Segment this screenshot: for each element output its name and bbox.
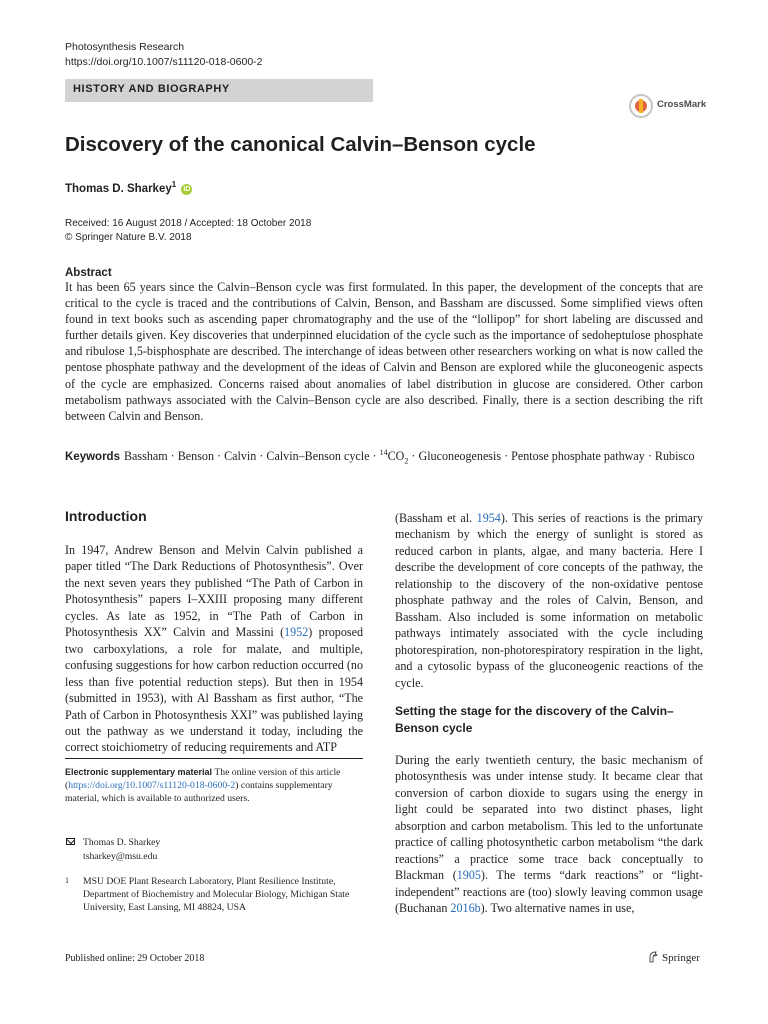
introduction-paragraph-1 <box>65 542 363 756</box>
contact-name: Thomas D. Sharkey <box>83 837 161 848</box>
keywords-part-2: · Gluconeogenesis · Pentose phosphate pathway · Rubisco <box>408 449 695 464</box>
setting-stage-paragraph <box>395 752 703 917</box>
article-title: Discovery of the canonical Calvin–Benson cycle <box>65 133 536 156</box>
springer-logo[interactable] <box>648 951 700 964</box>
citation-link[interactable]: 1905 <box>456 868 481 883</box>
article-dates <box>65 217 311 245</box>
orcid-icon[interactable]: iD <box>183 185 191 193</box>
intro-text-segment: ). This series of reactions is the primary mechanism by which the energy of sunlight is stored as reduced carbon in plants, algae, and many bacteria. Here I describe the development of core concepts of the pathway, the relationship to the discovery of the non-oxidative pentose phosphate pathway and the roles of Calvin, Benson, and Bassham. Also included is some information on metabolic pathways intimately associated with the cycle including photorespiration, non-photorespiratory respiration in the light, and a cytosolic bypass of the gluconeogenic reactions of the cycle. <box>395 511 703 690</box>
setting-stage-heading: Setting the stage for the discovery of the Calvin–Benson cycle <box>395 704 674 735</box>
affiliation-text: MSU DOE Plant Research Laboratory, Plant Resilience Institute, Department of Biochemistry and Molecular Biology, Michigan State University, East Lansing, MI 48824, USA <box>83 876 350 914</box>
author-affiliation-marker: 1 <box>171 180 177 189</box>
co2-isotope: 14 <box>379 448 388 457</box>
affiliation-number: 1 <box>65 876 69 885</box>
keywords-label: Keywords <box>65 451 120 464</box>
springer-horse-icon <box>648 951 658 963</box>
journal-name: Photosynthesis Research <box>65 41 185 53</box>
section-label: HISTORY AND BIOGRAPHY <box>73 83 230 95</box>
footnote-divider <box>65 758 363 759</box>
crossmark-label: CrossMark <box>657 99 707 110</box>
co2-subscript: 2 <box>404 456 409 466</box>
intro-text-segment: ) proposed two carboxylations, a role for malate, and multiple, confusing suggestions for how carbon reduction occurred (no less than five potential reduction steps). But then in 1954 (submitted in 1953), with Al Bassham as first author, “The Path of Carbon in Photosynthesis XXI” was published laying out the pathway as we understand it today, including the correct stoichiometry of reducing requirements and ATP <box>65 625 363 755</box>
author-line <box>65 180 192 195</box>
published-date: Published online: 29 October 2018 <box>65 953 205 964</box>
received-accepted-dates: Received: 16 August 2018 / Accepted: 18 October 2018 <box>65 218 312 229</box>
introduction-heading: Introduction <box>65 508 147 524</box>
co2-label: CO <box>387 449 405 464</box>
supplementary-note <box>65 766 363 806</box>
abstract-heading: Abstract <box>65 267 112 279</box>
citation-link[interactable]: 1952 <box>284 625 309 640</box>
setting-text-segment: ). The terms “dark reactions” or “light-independent” reactions are (too) slowly leaving common usage (Buchanan <box>395 868 703 916</box>
setting-text-segment: During the early twentieth century, the basic mechanism of photosynthesis was under intense study. It became clear that conversion of carbon dioxide to sugars using the energy in light could be separated into two distinct phases, light absorption and carbon metabolism. This led to the unfortunate practice of calling photosynthetic carbon metabolism “the dark reactions” a practice some trace back conceptually to Blackman ( <box>395 753 703 883</box>
keywords-part-1: Bassham · Benson · Calvin · Calvin–Benson cycle · <box>123 449 380 464</box>
citation-link[interactable]: 2016b <box>450 901 481 916</box>
intro-text-segment: (Bassham et al. <box>395 511 477 525</box>
envelope-icon <box>66 838 75 845</box>
author-name[interactable]: Thomas D. Sharkey <box>65 182 172 195</box>
esm-doi-link[interactable]: https://doi.org/10.1007/s11120-018-0600-2 <box>68 779 236 791</box>
keywords-line <box>65 445 705 470</box>
setting-text-segment: ). Two alternative names in use, <box>480 901 635 916</box>
springer-label: Springer <box>662 952 700 964</box>
crossmark-badge[interactable] <box>629 94 709 122</box>
corresponding-author <box>83 836 160 863</box>
esm-text: The online version of this article ( <box>65 767 341 791</box>
esm-label: Electronic supplementary material <box>65 767 213 777</box>
citation-link[interactable]: 1954 <box>476 511 501 525</box>
contact-email[interactable]: tsharkey@msu.edu <box>83 850 158 862</box>
intro-text-segment: In 1947, Andrew Benson and Melvin Calvin published a paper titled “The Dark Reductions of Photosynthesis”. Over the next seven years they published “The Path of Carbon in Photosynthesis” papers I–XXIII proposing many different cycles. As late as 1952, in “The Path of Carbon in Photosynthesis XX” Calvin and Massini ( <box>65 543 363 640</box>
abstract-text: It has been 65 years since the Calvin–Benson cycle was first formulated. In this paper, the development of the concepts that are critical to the cycle is traced and the contributions of Calvin, Benson, and Bassham are discussed. Some simplified views often found in text books such as ascending paper chromatography and the use of the “lollipop” for short labeling are discussed and further details given. Key discoveries that underpinned elucidation of the cycle such as the importance of sedoheptulose phosphate and ribulose 1,5-bisphosphate are described. The interchange of ideas between other researchers working on what is now called the pentose phosphate pathway and the development of the ideas of Calvin and Benson are explored while the gluconeogenic aspects of the cycle are emphasized. Concerns raised about anomalies of label distribution in glucose are considered. Other carbon metabolism pathways associated with the Calvin–Benson cycle are also described. Finally, there is a section describing the rift between Calvin and Benson. <box>65 280 703 423</box>
journal-header <box>65 40 263 70</box>
section-banner <box>65 79 373 102</box>
esm-text: ) contains supplementary material, which is available to authorized users. <box>65 779 333 804</box>
doi-link[interactable]: https://doi.org/10.1007/s11120-018-0600-2 <box>65 56 263 68</box>
crossmark-icon <box>629 94 653 118</box>
introduction-paragraph-2 <box>395 510 703 691</box>
copyright-notice: © Springer Nature B.V. 2018 <box>65 232 192 243</box>
